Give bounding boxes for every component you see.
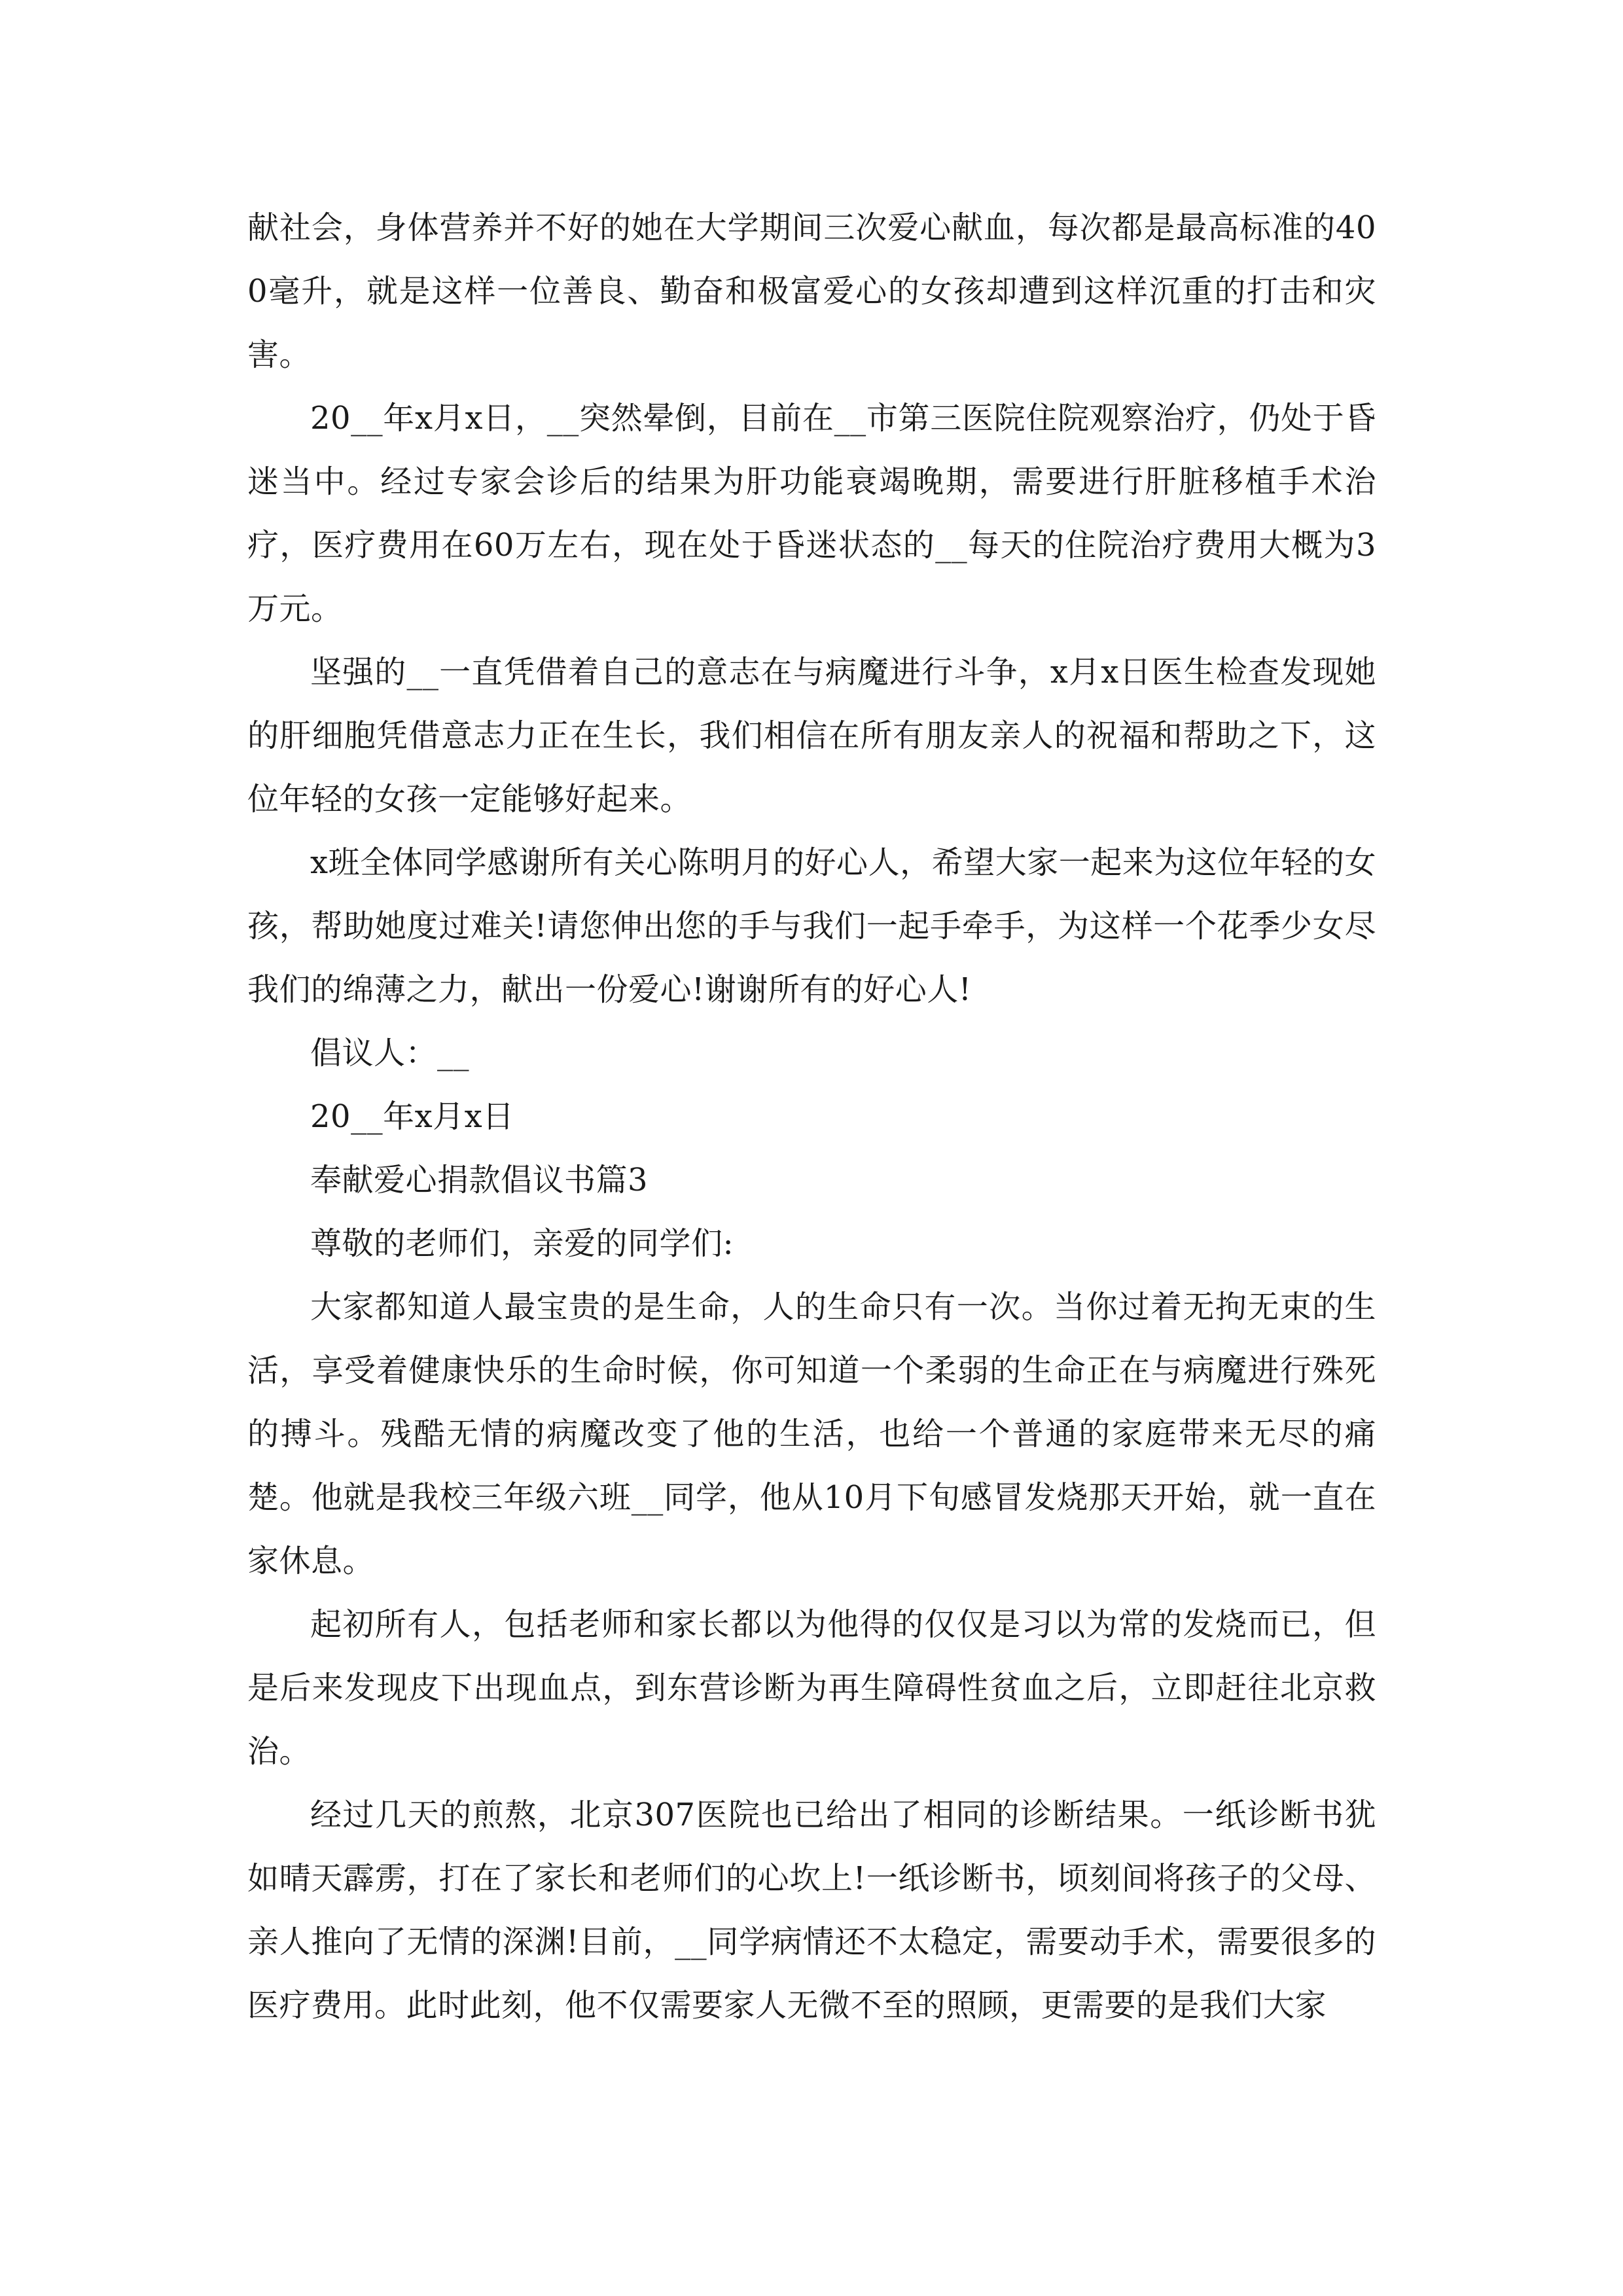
section-title: 奉献爱心捐款倡议书篇3 — [310, 1162, 649, 1198]
document-page — [247, 196, 1376, 2037]
paragraph-fighting: 坚强的__一直凭借着自己的意志在与病魔进行斗争，x月x日医生检查发现她的肝细胞凭借意志力正在生长，我们相信在所有朋友亲人的祝福和帮助之下，这位年轻的女孩一定能够好起来。 — [247, 654, 1376, 817]
paragraph-beijing: 经过几天的煎熬，北京307医院也已给出了相同的诊断结果。一纸诊断书犹如晴天霹雳，打在了家长和老师们的心坎上!一纸诊断书，顷刻间将孩子的父母、亲人推向了无情的深渊!目前，__同学病情还不太稳定，需要动手术，需要很多的医疗费用。此时此刻，他不仅需要家人无微不至的照顾，更需要的是我们大家 — [247, 1797, 1376, 2024]
paragraph-illness-onset: 20__年x月x日，__突然晕倒，目前在__市第三医院住院观察治疗，仍处于昏迷当中。经过专家会诊后的结果为肝功能衰竭晚期，需要进行肝脏移植手术治疗，医疗费用在60万左右，现在处于昏迷状态的__每天的住院治疗费用大概为3万元。 — [247, 400, 1376, 627]
paragraph-continued: 献社会，身体营养并不好的她在大学期间三次爱心献血，每次都是最高标准的400毫升，就是这样一位善良、勤奋和极富爱心的女孩却遭到这样沉重的打击和灾害。 — [247, 209, 1376, 373]
paragraph-life-precious: 大家都知道人最宝贵的是生命，人的生命只有一次。当你过着无拘无束的生活，享受着健康快乐的生命时候，你可知道一个柔弱的生命正在与病魔进行殊死的搏斗。残酷无情的病魔改变了他的生活，也给一个普通的家庭带来无尽的痛楚。他就是我校三年级六班__同学，他从10月下旬感冒发烧那天开始，就一直在家休息。 — [247, 1289, 1376, 1579]
greeting-line: 尊敬的老师们，亲爱的同学们: — [310, 1225, 734, 1262]
paragraph-appeal: x班全体同学感谢所有关心陈明月的好心人，希望大家一起来为这位年轻的女孩，帮助她度过难关!请您伸出您的手与我们一起手牵手，为这样一个花季少女尽我们的绵薄之力，献出一份爱心!谢谢所有的好心人! — [247, 844, 1376, 1008]
paragraph-diagnosis: 起初所有人，包括老师和家长都以为他得的仅仅是习以为常的发烧而已，但是后来发现皮下出现血点，到东营诊断为再生障碍性贫血之后，立即赶往北京救治。 — [247, 1606, 1376, 1770]
initiator-line: 倡议人：__ — [310, 1035, 470, 1071]
date-line: 20__年x月x日 — [310, 1098, 514, 1135]
